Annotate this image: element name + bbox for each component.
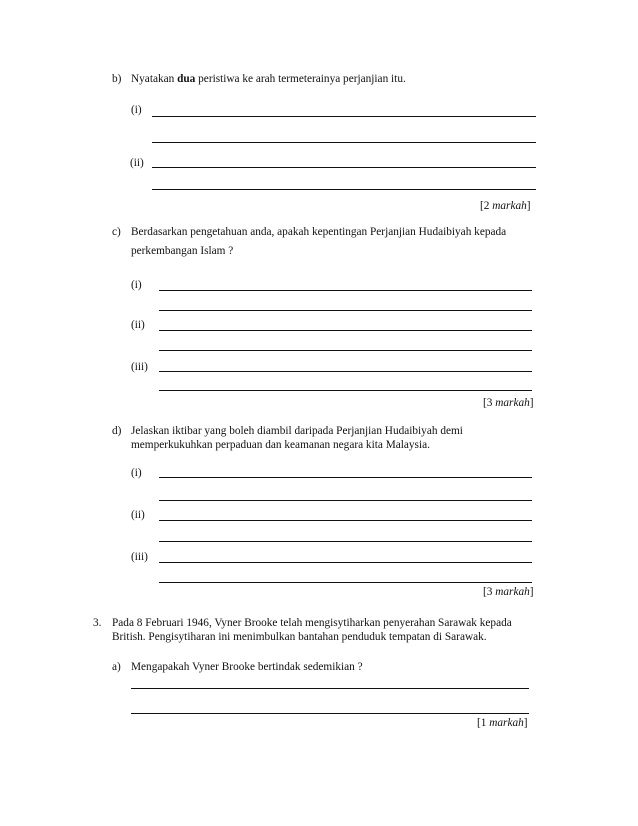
- part-c-item-label-2: (ii): [131, 319, 145, 331]
- part-c-item-label-1: (i): [131, 279, 142, 291]
- part-d-line-2: memperkukuhkan perpaduan dan keamanan negara kita Malaysia.: [131, 439, 430, 451]
- answer-line[interactable]: [159, 562, 532, 563]
- answer-line[interactable]: [159, 290, 532, 291]
- answer-line[interactable]: [159, 330, 532, 331]
- part-d-item-label-2: (ii): [131, 509, 145, 521]
- part-d-line-1: Jelaskan iktibar yang boleh diambil daripada Perjanjian Hudaibiyah demi: [131, 425, 463, 437]
- part-b-text-before: Nyatakan: [131, 73, 178, 85]
- answer-line[interactable]: [159, 541, 532, 542]
- part-d-marks: [483, 587, 534, 598]
- question-3-number: 3.: [93, 617, 102, 629]
- answer-line[interactable]: [152, 167, 536, 168]
- part-c-item-label-3: (iii): [131, 361, 148, 373]
- part-b-marks: [480, 201, 531, 212]
- part-c-letter: c): [112, 226, 121, 238]
- part-b-text-after: peristiwa ke arah termeterainya perjanjian itu.: [195, 73, 406, 85]
- marks-word: markah: [489, 717, 524, 729]
- answer-line[interactable]: [159, 390, 532, 391]
- answer-line[interactable]: [159, 582, 532, 583]
- question-3a-marks: [477, 718, 528, 729]
- question-3a-text: Mengapakah Vyner Brooke bertindak sedemikian ?: [131, 661, 363, 673]
- part-c-line-1: Berdasarkan pengetahuan anda, apakah kepentingan Perjanjian Hudaibiyah kepada: [131, 226, 507, 238]
- answer-line[interactable]: [159, 350, 532, 351]
- marks-open: [2: [480, 200, 493, 212]
- marks-open: [1: [477, 717, 490, 729]
- question-3-line-2: British. Pengisytiharan ini menimbulkan bantahan penduduk tempatan di Sarawak.: [112, 631, 487, 643]
- answer-line[interactable]: [152, 116, 536, 117]
- marks-word: markah: [492, 200, 527, 212]
- marks-word: markah: [495, 586, 530, 598]
- marks-open: [3: [483, 397, 496, 409]
- question-3a-letter: a): [112, 661, 121, 673]
- part-b-item-label-2: (ii): [130, 157, 144, 169]
- answer-line[interactable]: [152, 189, 536, 190]
- part-b-question: [131, 74, 406, 85]
- answer-line[interactable]: [159, 477, 532, 478]
- part-c-marks: [483, 398, 534, 409]
- answer-line[interactable]: [152, 142, 536, 143]
- answer-line[interactable]: [159, 371, 532, 372]
- marks-close: ]: [526, 200, 531, 212]
- part-b-item-label-1: (i): [131, 104, 142, 116]
- marks-open: [3: [483, 586, 496, 598]
- answer-line[interactable]: [159, 310, 532, 311]
- marks-close: ]: [529, 586, 534, 598]
- answer-line[interactable]: [159, 520, 532, 521]
- part-d-item-label-1: (i): [131, 467, 142, 479]
- marks-word: markah: [495, 397, 530, 409]
- answer-line[interactable]: [159, 500, 532, 501]
- part-b-text-bold: dua: [177, 73, 196, 85]
- part-d-item-label-3: (iii): [131, 551, 148, 563]
- answer-line[interactable]: [131, 713, 529, 714]
- part-d-letter: d): [112, 425, 122, 437]
- part-b-letter: b): [112, 73, 122, 85]
- marks-close: ]: [523, 717, 528, 729]
- answer-line[interactable]: [131, 688, 529, 689]
- question-3-line-1: Pada 8 Februari 1946, Vyner Brooke telah mengisytiharkan penyerahan Sarawak kepada: [112, 617, 512, 629]
- part-c-line-2: perkembangan Islam ?: [131, 245, 234, 257]
- marks-close: ]: [529, 397, 534, 409]
